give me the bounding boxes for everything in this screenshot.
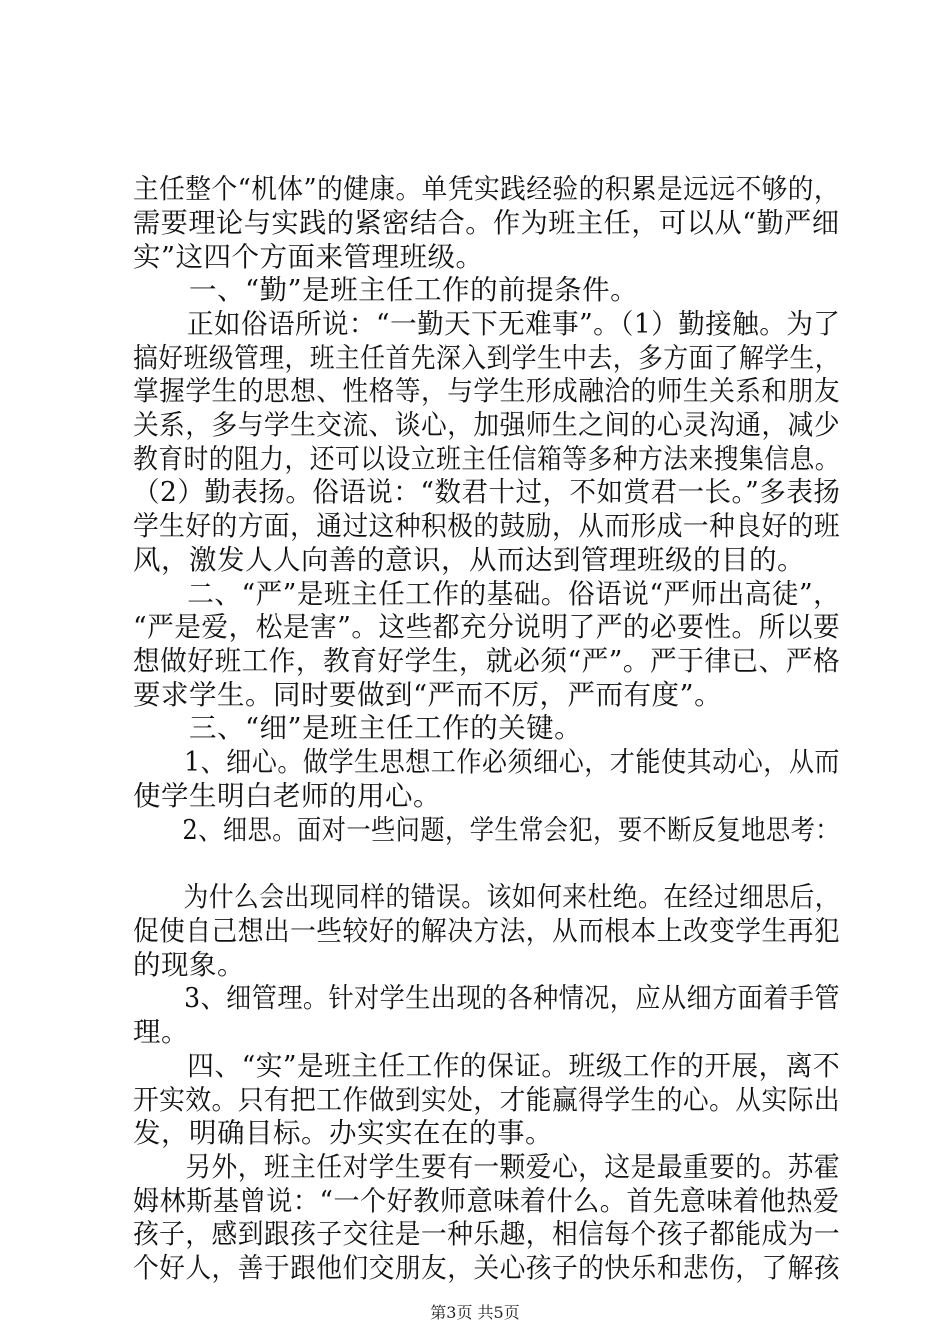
section-heading-line: 二、“严”是班主任工作的基础。俗语说“严师出高徒”，: [133, 578, 841, 610]
body-line: 姆林斯基曾说：“一个好教师意味着什么。首先意味着他热爱: [133, 1185, 840, 1217]
body-line: 风，激发人人向善的意识，从而达到管理班级的目的。: [133, 544, 805, 576]
body-line: 1、细心。做学生思想工作必须细心，才能使其动心，从而: [133, 746, 840, 778]
page-number-footer: 第3页 共5页: [430, 1303, 520, 1322]
body-line: 3、细管理。针对学生出现的各种情况，应从细方面着手管: [133, 982, 840, 1014]
body-line: 个好人，善于跟他们交朋友，关心孩子的快乐和悲伤，了解孩: [133, 1252, 841, 1284]
body-line: 教育时的阻力，还可以设立班主任信箱等多种方法来搜集信息。: [133, 443, 841, 475]
body-line: 要求学生。同时要做到“严而不厉，严而有度”。: [133, 679, 723, 711]
section-heading-line: 一、“勤”是班主任工作的前提条件。: [133, 274, 639, 306]
body-line: 为什么会出现同样的错误。该如何来杜绝。在经过细思后，: [133, 881, 841, 913]
body-line: 正如俗语所说：“一勤天下无难事”。（1）勤接触。为了: [133, 308, 841, 340]
body-line: 使学生明白老师的用心。: [133, 780, 441, 812]
body-line: 2、细思。面对一些问题，学生常会犯，要不断反复地思考：: [133, 814, 840, 846]
body-line: 需要理论与实践的紧密结合。作为班主任，可以从“勤严细: [133, 207, 840, 239]
body-line: “严是爱，松是害”。这些都充分说明了严的必要性。所以要: [133, 611, 841, 643]
body-line: 搞好班级管理，班主任首先深入到学生中去，多方面了解学生，: [133, 342, 841, 374]
body-line: 促使自己想出一些较好的解决方法，从而根本上改变学生再犯: [133, 915, 841, 947]
section-heading-line: 三、“细”是班主任工作的关键。: [133, 712, 583, 744]
body-line: 开实效。只有把工作做到实处，才能赢得学生的心。从实际出: [133, 1084, 841, 1116]
body-line: 理。: [133, 1016, 189, 1048]
body-line: 关系，多与学生交流、谈心，加强师生之间的心灵沟通，减少: [133, 409, 841, 441]
body-line: （2）勤表扬。俗语说：“数君十过，不如赏君一长。”多表扬: [133, 476, 841, 508]
body-line: 孩子，感到跟孩子交往是一种乐趣，相信每个孩子都能成为一: [133, 1218, 841, 1250]
body-line: 学生好的方面，通过这种积极的鼓励，从而形成一种良好的班: [133, 510, 841, 542]
body-line: 主任整个“机体”的健康。单凭实践经验的积累是远远不够的，: [133, 173, 841, 205]
body-line: 想做好班工作，教育好学生，就必须“严”。严于律已、严格: [133, 645, 841, 677]
body-line: 另外，班主任对学生要有一颗爱心，这是最重要的。苏霍: [133, 1151, 841, 1183]
body-line: 实”这四个方面来管理班级。: [133, 241, 484, 273]
body-line: 发，明确目标。办实实在在的事。: [133, 1117, 553, 1149]
section-heading-line: 四、“实”是班主任工作的保证。班级工作的开展，离不: [133, 1050, 841, 1082]
body-line: 的现象。: [133, 949, 245, 981]
body-line: 掌握学生的思想、性格等，与学生形成融洽的师生关系和朋友: [133, 375, 841, 407]
